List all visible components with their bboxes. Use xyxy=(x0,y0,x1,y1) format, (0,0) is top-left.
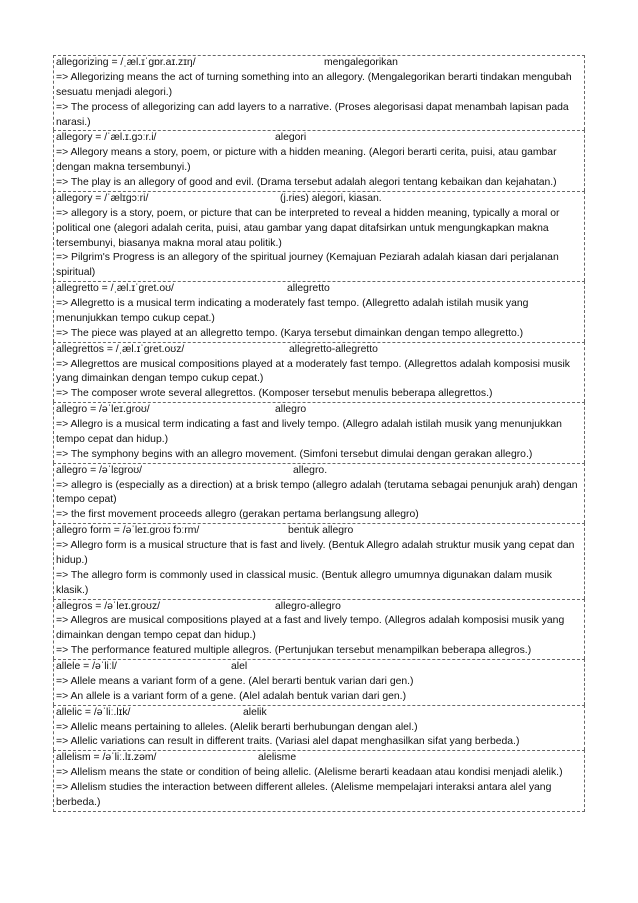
example-sentence: => allegory is a story, poem, or picture that can be interpreted to reveal a hidden meaning, typically a moral or political one (alegori adalah cerita, puisi, atau gambar yang dapat ditafsirkan untuk mengungkapkan makna tersembunyi, biasanya makna moral atau politik.) xyxy=(56,207,560,249)
dictionary-entry xyxy=(53,55,585,130)
entry-headword xyxy=(56,403,583,418)
example-sentence: => allegro is (especially as a direction) at a brisk tempo (allegro adalah (terutama sebagai penunjuk arah) dengan tempo cepat) xyxy=(56,479,578,506)
example-sentence: => The piece was played at an allegretto tempo. (Karya tersebut dimainkan dengan tempo allegretto.) xyxy=(56,327,524,339)
headword-pronunciation: allegory = /ˈælɪɡɔːri/ xyxy=(56,192,149,204)
dictionary-entry xyxy=(53,402,585,463)
headword-pronunciation: allegrettos = /ˌæl.ɪˈɡret.oʊz/ xyxy=(56,343,185,355)
entry-headword xyxy=(56,131,583,146)
dictionary-entry xyxy=(53,342,585,403)
example-sentence: => The symphony begins with an allegro movement. (Simfoni tersebut dimulai dengan gerakan allegro.) xyxy=(56,448,533,460)
entry-headword xyxy=(56,706,583,721)
entry-headword xyxy=(56,751,583,766)
example-sentence: => Allegory means a story, poem, or picture with a hidden meaning. (Alegori berarti cerita, puisi, atau gambar dengan makna tersembunyi.) xyxy=(56,147,557,174)
headword-translation: allegretto xyxy=(287,283,330,295)
headword-pronunciation: allegro form = /əˈleɪ.ɡroʊ fɔːrm/ xyxy=(56,525,200,537)
headword-translation: allegro. xyxy=(293,464,328,476)
entry-headword xyxy=(56,600,583,615)
example-sentence: => the first movement proceeds allegro (gerakan pertama berlangsung allegro) xyxy=(56,509,419,521)
dictionary-entry xyxy=(53,130,585,191)
dictionary-entry xyxy=(53,750,585,812)
headword-translation: alegori xyxy=(275,132,307,144)
example-sentence: => Allelism means the state or condition of being allelic. (Alelisme berarti keadaan atau kondisi menjadi alelik.) xyxy=(56,767,563,779)
example-sentence: => The play is an allegory of good and evil. (Drama tersebut adalah alegori tentang kebaikan dan kejahatan.) xyxy=(56,177,557,188)
example-sentence: => The composer wrote several allegrettos. (Komposer tersebut menulis beberapa allegrettos.) xyxy=(56,388,493,400)
dictionary-entry xyxy=(53,659,585,705)
dictionary-entry xyxy=(53,281,585,342)
example-sentence: => Allegro form is a musical structure that is fast and lively. (Bentuk Allegro adalah struktur musik yang cepat dan hidup.) xyxy=(56,540,575,566)
vocabulary-document xyxy=(53,55,585,812)
example-sentence: => Allelic variations can result in different traits. (Variasi alel dapat menghasilkan sifat yang berbeda.) xyxy=(56,736,520,748)
headword-pronunciation: allegory = /ˈæl.ɪ.ɡɔːr.i/ xyxy=(56,132,157,144)
headword-translation: bentuk allegro xyxy=(288,525,354,537)
example-sentence: => The performance featured multiple allegros. (Pertunjukan tersebut menampilkan beberapa allegros.) xyxy=(56,645,532,657)
entry-headword xyxy=(56,464,583,479)
example-sentence: => Allegros are musical compositions played at a fast and lively tempo. (Allegros adalah komposisi musik yang dimainkan dengan tempo cepat dan hidup.) xyxy=(56,615,565,642)
entry-headword xyxy=(56,524,583,539)
entry-headword xyxy=(56,282,583,297)
headword-translation: mengalegorikan xyxy=(324,57,398,68)
headword-translation: allegro xyxy=(275,404,307,416)
entry-headword xyxy=(56,343,583,358)
dictionary-entry xyxy=(53,191,585,281)
headword-translation: alelisme xyxy=(258,752,297,764)
dictionary-entry xyxy=(53,523,585,598)
dictionary-entry xyxy=(53,705,585,751)
example-sentence: => Allegorizing means the act of turning something into an allegory. (Mengalegorikan berarti tindakan mengubah sesuatu menjadi alegori.) xyxy=(56,71,572,98)
example-sentence: => The process of allegorizing can add layers to a narrative. (Proses alegorisasi dapat menambah lapisan pada narasi.) xyxy=(56,101,569,128)
headword-translation: allegretto-allegretto xyxy=(289,343,378,355)
headword-pronunciation: allegro = /əˈleɪ.ɡroʊ/ xyxy=(56,404,150,416)
headword-pronunciation: allegretto = /ˌæl.ɪˈɡret.oʊ/ xyxy=(56,283,174,295)
example-sentence: => Allele means a variant form of a gene. (Alel berarti bentuk varian dari gen.) xyxy=(56,675,414,687)
headword-translation: (j.ries) alegori, kiasan. xyxy=(280,192,382,204)
entry-headword xyxy=(56,56,583,71)
entry-headword xyxy=(56,660,583,675)
example-sentence: => Allelic means pertaining to alleles. (Alelik berarti berhubungan dengan alel.) xyxy=(56,721,418,733)
headword-pronunciation: allegro = /əˈlɛɡroʊ/ xyxy=(56,464,143,476)
example-sentence: => Allegretto is a musical term indicating a moderately fast tempo. (Allegretto adalah istilah musik yang menunjukkan tempo cukup cepat.) xyxy=(56,298,529,324)
entry-headword xyxy=(56,192,583,207)
headword-translation: alelik xyxy=(243,706,267,718)
headword-pronunciation: allegros = /əˈleɪ.ɡroʊz/ xyxy=(56,600,161,612)
example-sentence: => Pilgrim's Progress is an allegory of the spiritual journey (Kemajuan Peziarah adalah kiasan dari perjalanan spiritual) xyxy=(56,252,559,279)
example-sentence: => Allelism studies the interaction between different alleles. (Alelisme mempelajari interaksi antara alel yang berbeda.) xyxy=(56,782,552,808)
headword-pronunciation: allelism = /əˈliː.lɪ.zəm/ xyxy=(56,752,157,764)
headword-pronunciation: allegorizing = /ˌæl.ɪˈɡɒr.aɪ.zɪŋ/ xyxy=(56,57,196,68)
headword-pronunciation: allele = /əˈliːl/ xyxy=(56,661,117,672)
example-sentence: => Allegro is a musical term indicating a fast and lively tempo. (Allegro adalah istilah musik yang menunjukkan tempo cepat dan hidup.) xyxy=(56,419,562,445)
example-sentence: => The allegro form is commonly used in classical music. (Bentuk allegro umumnya digunakan dalam musik klasik.) xyxy=(56,569,552,596)
dictionary-entry xyxy=(53,599,585,660)
example-sentence: => An allele is a variant form of a gene. (Alel adalah bentuk varian dari gen.) xyxy=(56,690,407,702)
headword-translation: allegro-allegro xyxy=(275,600,341,612)
dictionary-entry xyxy=(53,463,585,524)
headword-pronunciation: allelic = /əˈliː.lɪk/ xyxy=(56,706,131,718)
headword-translation: alel xyxy=(231,661,248,672)
example-sentence: => Allegrettos are musical compositions played at a moderately fast tempo. (Allegrettos adalah komposisi musik yang dimainkan dengan tempo cukup cepat.) xyxy=(56,358,571,385)
